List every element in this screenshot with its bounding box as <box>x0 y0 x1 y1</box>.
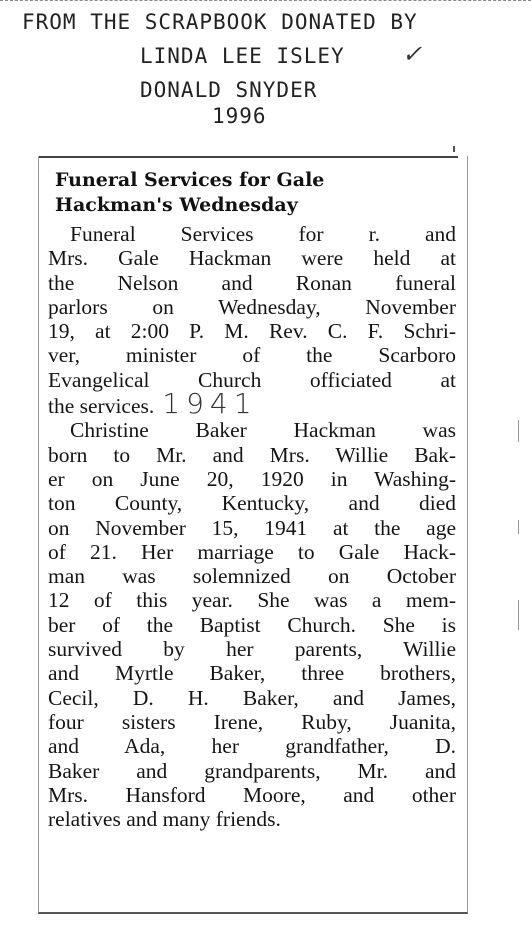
body-line: on November 15, 1941 at the age <box>48 515 456 540</box>
body-line: of 21. Her marriage to Gale Hack- <box>48 539 456 564</box>
body-line: Mrs. Gale Hackman were held at <box>48 246 456 271</box>
body-line: ber of the Baptist Church. She is <box>48 612 456 637</box>
body-line: and Ada, her grandfather, D. <box>48 734 456 759</box>
body-line: er on June 20, 1920 in Washing- <box>48 466 456 491</box>
body-line: relatives and many friends. <box>48 807 281 832</box>
article-headline <box>55 168 455 218</box>
body-line-text: the services. <box>48 394 155 419</box>
headline-line-1: Funeral Services for Gale <box>55 169 325 191</box>
body-line: ver, minister of the Scarboro <box>48 343 456 368</box>
margin-mark <box>518 520 519 534</box>
page-top-edge <box>0 0 531 5</box>
body-line: Baker and grandparents, Mr. and <box>48 758 456 783</box>
body-line: Cecil, D. H. Baker, and James, <box>48 685 456 710</box>
body-line: Funeral Services for r. and <box>70 222 456 246</box>
body-line: born to Mr. and Mrs. Willie Bak- <box>48 442 456 467</box>
body-line: Christine Baker Hackman was <box>70 418 456 443</box>
body-line: four sisters Irene, Ruby, Juanita, <box>48 709 456 734</box>
body-line: 19, at 2:00 P. M. Rev. C. F. Schri- <box>48 319 456 344</box>
header-year: 1996 <box>212 104 267 128</box>
body-line: ton County, Kentucky, and died <box>48 491 456 516</box>
body-line: man was solemnized on October <box>48 564 456 589</box>
header-line-donated-by: FROM THE SCRAPBOOK DONATED BY <box>22 10 418 34</box>
body-line: 12 of this year. She was a mem- <box>48 588 456 613</box>
margin-mark <box>518 600 519 630</box>
clipping-corner-mark <box>453 146 455 152</box>
margin-mark <box>518 420 519 442</box>
article-body <box>48 222 456 831</box>
headline-line-2: Hackman's Wednesday <box>55 194 298 216</box>
header-line-donor-1: LINDA LEE ISLEY <box>140 44 345 68</box>
body-line <box>48 387 456 421</box>
header-line-donor-2: DONALD SNYDER <box>140 78 318 102</box>
body-line: survived by her parents, Willie <box>48 637 456 662</box>
handwritten-year-annotation: 1941 <box>162 387 258 421</box>
body-line: the Nelson and Ronan funeral <box>48 270 456 295</box>
body-line: Mrs. Hansford Moore, and other <box>48 782 456 807</box>
body-line: Evangelical Church officiated at <box>48 367 456 392</box>
body-line: and Myrtle Baker, three brothers, <box>48 661 456 686</box>
body-line: parlors on Wednesday, November <box>48 294 456 319</box>
handwritten-check-icon: ✓ <box>402 40 423 68</box>
